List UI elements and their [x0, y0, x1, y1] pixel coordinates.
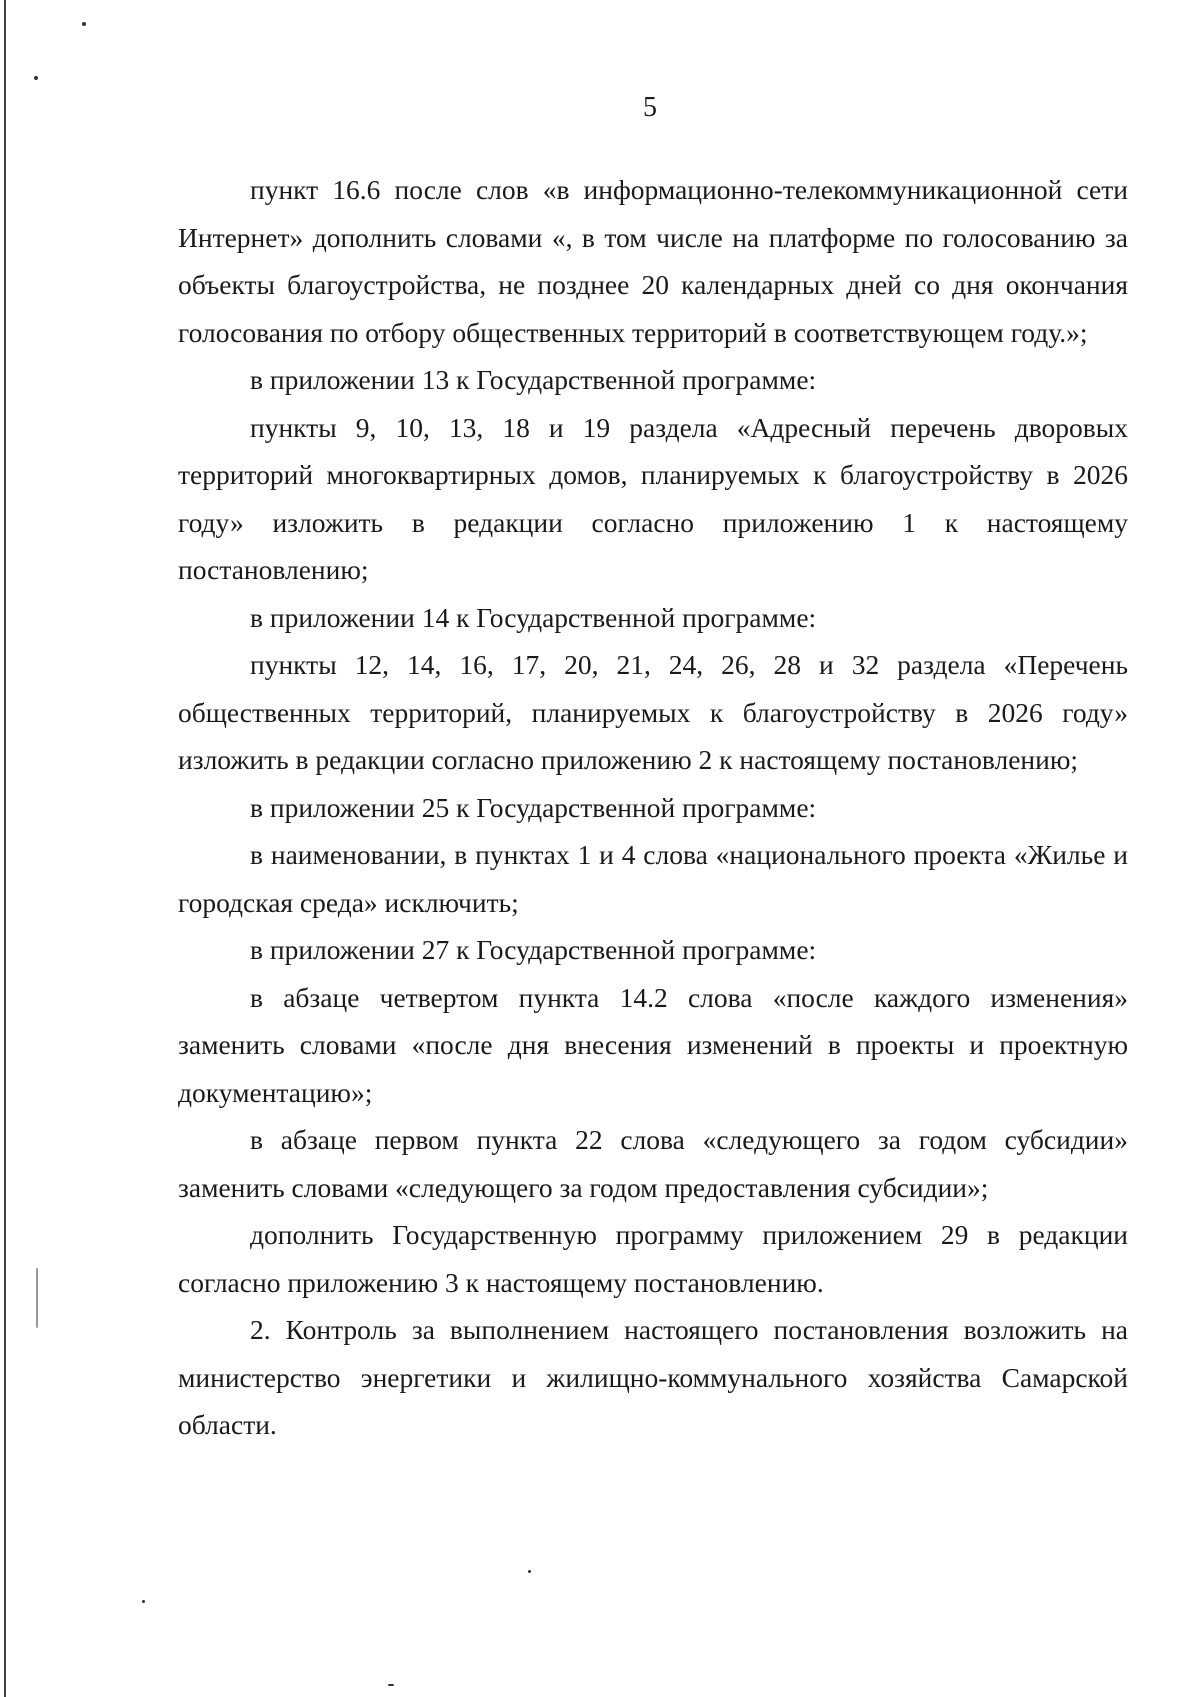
scan-speck [388, 1684, 394, 1686]
scan-speck [36, 1268, 38, 1328]
scan-speck [82, 22, 86, 26]
paragraph: в наименовании, в пунктах 1 и 4 слова «национального проекта «Жилье и городская среда» исключить; [178, 839, 1128, 918]
paragraph: в абзаце четвертом пункта 14.2 слова «после каждого изменения» заменить словами «после дня внесения изменений в проекты и проектную документацию»; [178, 981, 1128, 1108]
paragraph: пункт 16.6 после слов «в информационно-телекоммуникационной сети Интернет» дополнить словами «, в том числе на платформе по голосованию за объекты благоустройства, не позднее 20 календарных дней со дня окончания голосования по отбору общественных территорий в соответствующем году.»; [178, 174, 1128, 348]
scan-speck [528, 1570, 531, 1573]
paragraph: в приложении 27 к Государственной программе: [250, 934, 817, 965]
document-body [178, 166, 1128, 1449]
paragraph: дополнить Государственную программу приложением 29 в редакции согласно приложению 3 к настоящему постановлению. [178, 1219, 1128, 1298]
paragraph: в абзаце первом пункта 22 слова «следующего за годом субсидии» заменить словами «следующего за годом предоставления субсидии»; [178, 1124, 1128, 1203]
paragraph: в приложении 13 к Государственной программе: [250, 364, 817, 395]
paragraph: пункты 9, 10, 13, 18 и 19 раздела «Адресный перечень дворовых территорий многоквартирных домов, планируемых к благоустройству в 2026 году» изложить в редакции согласно приложению 1 к настоящему постановлению; [178, 411, 1128, 585]
scan-speck [34, 76, 38, 80]
paragraph: 2. Контроль за выполнением настоящего постановления возложить на министерство энергетики и жилищно-коммунального хозяйства Самарской области. [178, 1314, 1128, 1440]
paragraph: в приложении 25 к Государственной программе: [250, 791, 817, 823]
paragraph: пункты 12, 14, 16, 17, 20, 21, 24, 26, 28 и 32 раздела «Перечень общественных территорий, планируемых к благоустройству в 2026 году» изложить в редакции согласно приложению 2 к настоящему постановлению; [178, 649, 1128, 775]
scan-edge-line [4, 0, 6, 1697]
page-number: 5 [643, 92, 657, 123]
scan-speck [142, 1600, 145, 1603]
paragraph: в приложении 14 к Государственной программе: [250, 601, 817, 633]
